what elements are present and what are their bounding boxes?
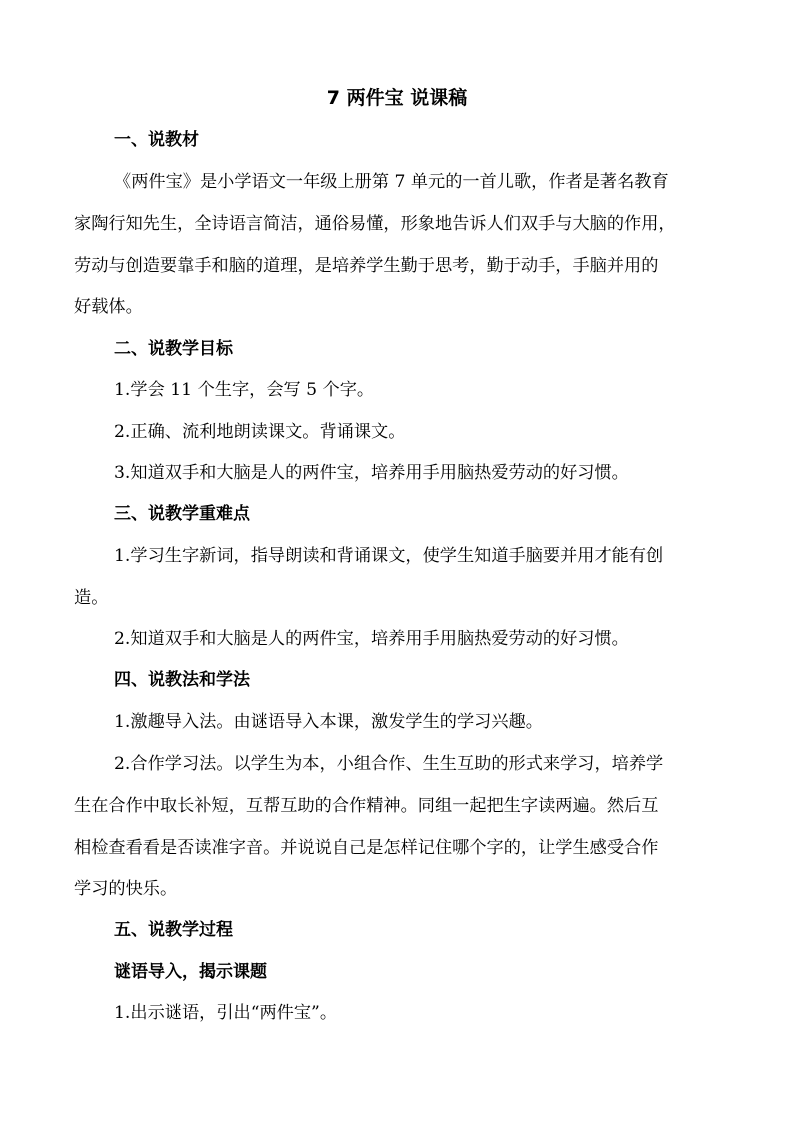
section-heading-key-points: 三、说教学重难点 xyxy=(114,504,250,524)
list-item: 1.激趣导入法。由谜语导入本课，激发学生的学习兴趣。 xyxy=(114,712,543,732)
list-item: 1.学习生字新词，指导朗读和背诵课文，使学生知道手脑要并用才能有创 xyxy=(114,546,664,566)
paragraph-line: 劳动与创造要靠手和脑的道理，是培养学生勤于思考，勤于动手，手脑并用的 xyxy=(74,256,659,276)
section-heading-goals: 二、说教学目标 xyxy=(114,339,233,359)
list-item: 2.知道双手和大脑是人的两件宝，培养用手用脑热爱劳动的好习惯。 xyxy=(114,629,629,649)
section-heading-textbook: 一、说教材 xyxy=(114,130,199,150)
list-item-continuation: 相检查看看是否读准字音。并说说自己是怎样记住哪个字的，让学生感受合作 xyxy=(74,838,659,858)
section-heading-methods: 四、说教法和学法 xyxy=(114,670,250,690)
list-item: 3.知道双手和大脑是人的两件宝，培养用手用脑热爱劳动的好习惯。 xyxy=(114,463,629,483)
paragraph-line: 家陶行知先生，全诗语言简洁，通俗易懂，形象地告诉人们双手与大脑的作用， xyxy=(74,214,676,234)
list-item-continuation: 生在合作中取长补短，互帮互助的合作精神。同组一起把生字读两遍。然后互 xyxy=(74,796,659,816)
list-item: 1.学会 11 个生字，会写 5 个字。 xyxy=(114,380,375,400)
list-item: 2.正确、流利地朗读课文。背诵课文。 xyxy=(114,422,406,442)
paragraph-line: 《两件宝》是小学语文一年级上册第 7 单元的一首儿歌，作者是著名教育 xyxy=(114,172,669,192)
list-item-continuation: 造。 xyxy=(74,588,109,608)
paragraph-line: 好载体。 xyxy=(74,297,143,317)
page-title: 7 两件宝 说课稿 xyxy=(326,87,468,109)
subheading: 谜语导入，揭示课题 xyxy=(114,962,267,982)
list-item-continuation: 学习的快乐。 xyxy=(74,879,178,899)
section-heading-process: 五、说教学过程 xyxy=(114,920,233,940)
list-item: 2.合作学习法。以学生为本，小组合作、生生互助的形式来学习，培养学 xyxy=(114,754,664,774)
list-item: 1.出示谜语，引出“两件宝”。 xyxy=(114,1003,338,1023)
